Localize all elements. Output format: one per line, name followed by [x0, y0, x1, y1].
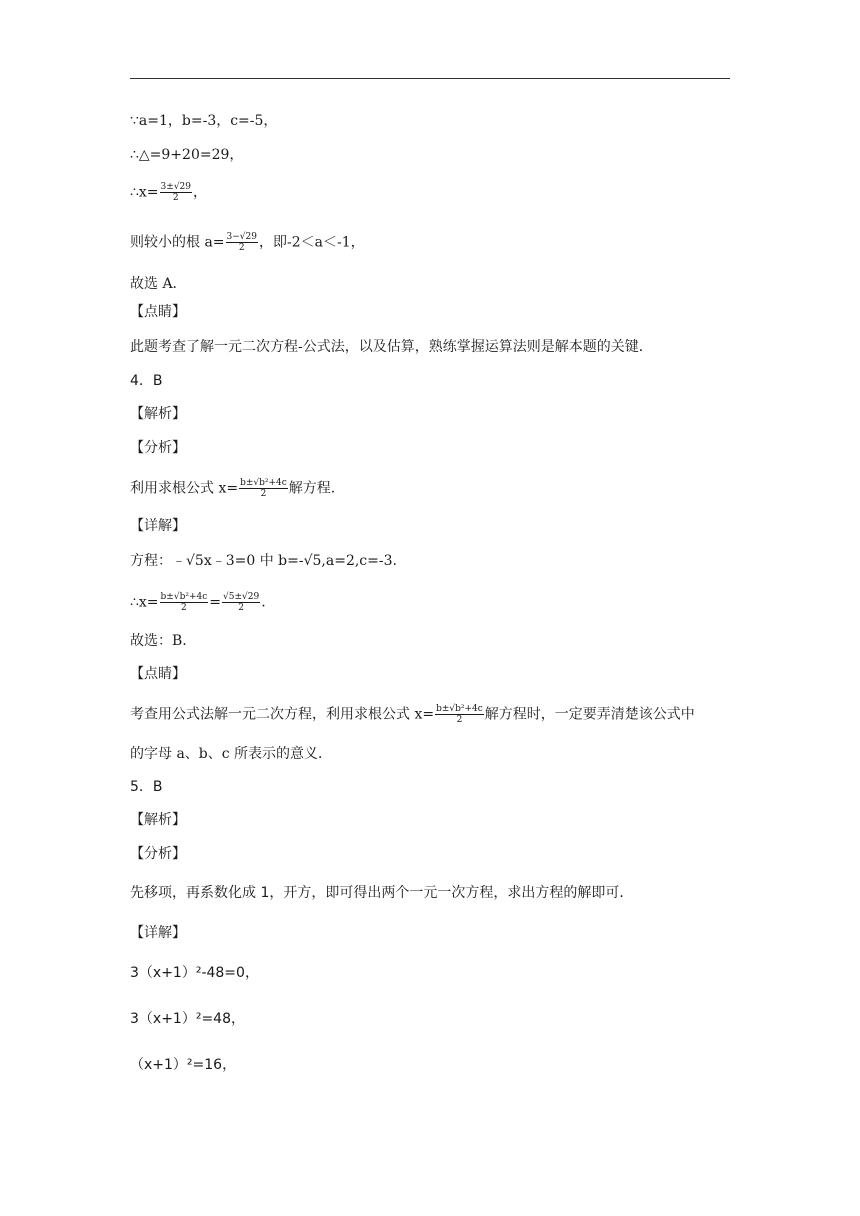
fraction-denominator: 2	[172, 193, 179, 203]
fraction-denominator: 2	[238, 603, 244, 613]
equation-line-26: （x+1）²=16，	[130, 1057, 237, 1073]
fraction-numerator: b±√b²+4c	[436, 704, 483, 714]
text-line-4	[130, 232, 365, 253]
fraction	[239, 478, 288, 499]
fraction-denominator: 2	[181, 603, 187, 613]
l14-post: .	[261, 594, 266, 611]
header-rule	[130, 78, 730, 79]
section-tag-jiexi-2: 【解析】	[130, 812, 186, 828]
answer-4: 4．B	[130, 373, 163, 389]
text-line-17	[130, 704, 695, 725]
l4-post: ，即-2＜a＜-1，	[259, 234, 365, 251]
fraction	[226, 232, 258, 253]
section-tag-xiangjie: 【详解】	[130, 518, 186, 534]
fraction-denominator: 2	[238, 243, 245, 253]
answer-5: 5．B	[130, 779, 163, 795]
fraction	[160, 592, 209, 613]
fraction-denominator: 2	[456, 715, 463, 725]
section-tag-fenxi: 【分析】	[130, 440, 186, 456]
l3-post: ，	[193, 184, 208, 201]
text-line-22: 先移项，再系数化成 1，开方，即可得出两个一元一次方程，求出方程的解即可．	[130, 885, 634, 901]
text-line-1: ∵a=1，b=-3，c=-5，	[130, 113, 278, 129]
fraction	[160, 182, 192, 203]
fraction	[435, 704, 484, 725]
equation-line-24: 3（x+1）²-48=0，	[130, 965, 259, 981]
l17-pre: 考查用公式法解一元二次方程，利用求根公式 x=	[130, 706, 435, 723]
text-line-14	[130, 592, 266, 613]
equation-line-25: 3（x+1）²=48，	[130, 1011, 245, 1027]
l11-pre: 利用求根公式 x=	[130, 480, 239, 497]
section-tag-dianjing: 【点睛】	[130, 304, 186, 320]
l14-eq: =	[209, 594, 221, 611]
text-line-3	[130, 182, 207, 203]
fraction-numerator: 3−√29	[226, 232, 257, 242]
section-tag-xiangjie-2: 【详解】	[130, 925, 186, 941]
text-line-2: ∴△=9+20=29，	[130, 147, 244, 163]
fraction-denominator: 2	[260, 489, 267, 499]
section-tag-fenxi-2: 【分析】	[130, 846, 186, 862]
fraction-numerator: b±√b²+4c	[240, 478, 287, 488]
l17-post: 解方程时，一定要弄清楚该公式中	[484, 706, 695, 723]
section-tag-jiexi: 【解析】	[130, 406, 186, 422]
fraction-numerator: √5±√29	[223, 592, 260, 602]
l11-post: 解方程.	[288, 480, 336, 497]
text-line-11	[130, 478, 335, 499]
text-line-5: 故选 A．	[130, 276, 187, 292]
l14-pre: ∴x=	[130, 594, 159, 611]
fraction	[222, 592, 260, 613]
fraction-numerator: 3±√29	[160, 182, 192, 192]
fraction-numerator: b±√b²+4c	[160, 592, 208, 602]
l4-pre: 则较小的根 a=	[130, 234, 225, 251]
text-line-18: 的字母 a、b、c 所表示的意义．	[130, 746, 333, 762]
text-line-7: 此题考查了解一元二次方程-公式法，以及估算，熟练掌握运算法则是解本题的关键．	[130, 339, 653, 355]
text-line-13: 方程：﹣√5x﹣3=0 中 b=-√5,a=2,c=-3.	[130, 553, 397, 569]
l3-pre: ∴x=	[130, 184, 159, 201]
text-line-15: 故选：B.	[130, 633, 187, 649]
section-tag-dianjing-2: 【点睛】	[130, 666, 186, 682]
